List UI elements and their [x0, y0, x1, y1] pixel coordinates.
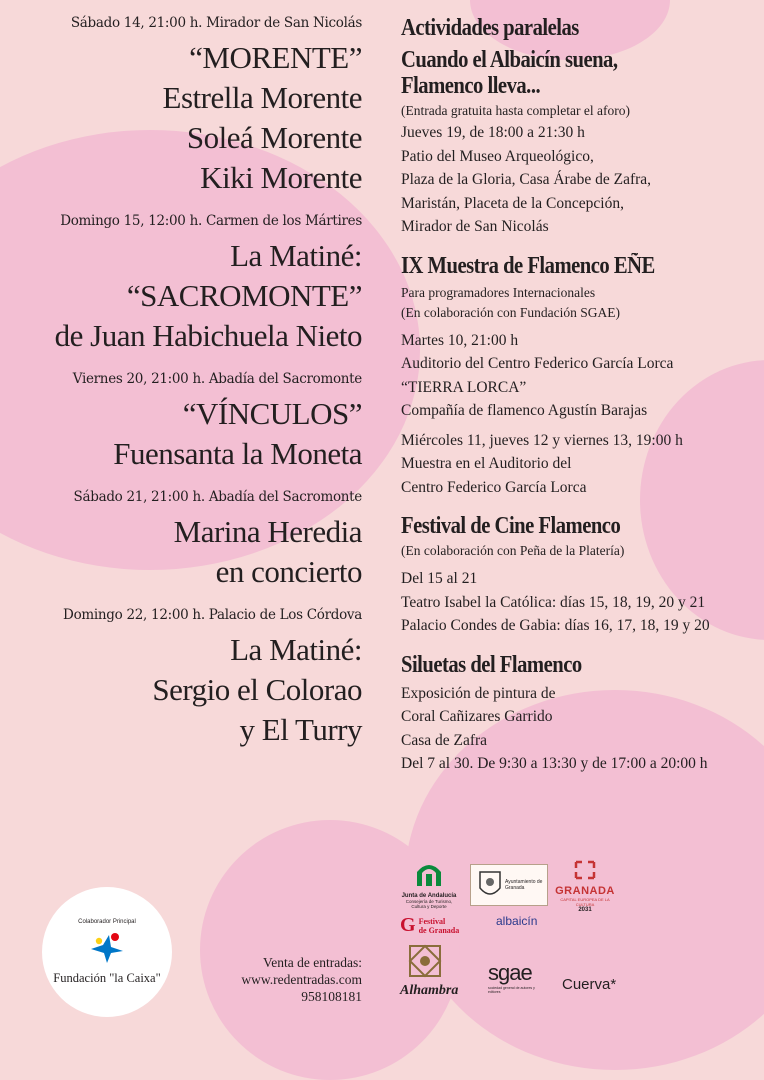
sgae-logo: sgae sociedad general de autores y editores [488, 960, 535, 994]
ticket-website-link[interactable]: www.redentradas.com [241, 972, 362, 987]
la-caixa-star-icon [87, 931, 127, 965]
sponsor-label: Colaborador Principal [78, 918, 136, 925]
albaicin-logo: albaicín [496, 914, 538, 928]
activity-line: Palacio Condes de Gabia: días 16, 17, 18, 19 y 20 [401, 617, 710, 634]
activity-line: Coral Cañizares Garrido [401, 708, 553, 725]
activity-note: (En colaboración con Peña de la Platería) [401, 543, 625, 558]
granada-2031-logo: GRANADA CAPITAL EUROPEA DE LA CULTURA 2031 [552, 860, 618, 913]
event-title-line: “MORENTE” [189, 40, 362, 75]
alhambra-pattern-icon [408, 944, 442, 978]
event-sergio-el-colorao [18, 606, 362, 750]
activity-line: “TIERRA LORCA” [401, 378, 527, 396]
event-date: Sábado 14, 21:00 h. Mirador de San Nicolás [70, 15, 362, 31]
event-date: Viernes 20, 21:00 h. Abadía del Sacromonte [72, 371, 362, 387]
parallel-activities [401, 16, 751, 776]
institution-logos [400, 856, 750, 1016]
activity-title: Siluetas del Flamenco [401, 651, 582, 678]
junta-de-andalucia-logo: Junta de Andalucía Consejería de Turismo, Cultura y Deporte [400, 860, 458, 909]
event-marina-heredia [18, 488, 362, 592]
event-sacromonte [18, 212, 362, 356]
activity-line: Del 15 al 21 [401, 570, 478, 587]
activity-line: Centro Federico García Lorca [401, 478, 587, 496]
activity-line: Muestra en el Auditorio del [401, 455, 572, 472]
event-vinculos [18, 370, 362, 474]
activity-line: Plaza de la Gloria, Casa Árabe de Zafra, [401, 171, 652, 188]
event-title-line: Fuensanta la Moneta [113, 436, 362, 471]
activity-title: Flamenco lleva... [401, 73, 541, 99]
activity-line: Teatro Isabel la Católica: días 15, 18, 19, 20 y 21 [401, 593, 706, 611]
event-title-line: Sergio el Colorao [152, 672, 362, 707]
cuerva-logo: Cuerva* [562, 976, 617, 993]
event-title-line: en concierto [215, 554, 362, 589]
activity-line: Mirador de San Nicolás [401, 218, 549, 235]
event-title-line: Soleá Morente [186, 120, 362, 155]
coat-of-arms-icon [477, 868, 503, 902]
alhambra-logo: Alhambra [400, 944, 450, 999]
activity-line: Para programadores Internacionales [401, 284, 596, 300]
event-morente [18, 14, 362, 198]
event-title-line: Estrella Morente [162, 80, 362, 115]
section-heading: Actividades paralelas [401, 15, 579, 41]
activity-title: IX Muestra de Flamenco EÑE [401, 252, 655, 279]
festival-g-icon: G [400, 914, 416, 936]
activity-line: Maristán, Placeta de la Concepción, [401, 194, 624, 212]
activity-line: Jueves 19, de 18:00 a 21:30 h [401, 124, 585, 141]
ticket-info [190, 954, 362, 1005]
activity-line: Del 7 al 30. De 9:30 a 13:30 y de 17:00 a 20:00 h [401, 755, 708, 772]
activity-line: Casa de Zafra [401, 731, 488, 749]
junta-arch-icon [414, 860, 444, 888]
sponsor-la-caixa [42, 887, 172, 1017]
event-date: Domingo 15, 12:00 h. Carmen de los Mártires [60, 213, 362, 229]
activity-note: (Entrada gratuita hasta completar el aforo) [401, 103, 631, 118]
ayuntamiento-granada-logo: Ayuntamiento de Granada [470, 864, 548, 906]
event-title-line: de Juan Habichuela Nieto [54, 318, 362, 353]
event-title-line: “VÍNCULOS” [182, 396, 362, 431]
activity-title: Festival de Cine Flamenco [401, 513, 621, 539]
event-title-line: Marina Heredia [173, 514, 362, 549]
event-title-line: Kiki Morente [200, 160, 362, 195]
sponsor-name: Fundación "la Caixa" [53, 970, 161, 985]
ticket-phone: 958108181 [301, 989, 362, 1004]
activity-line: Patio del Museo Arqueológico, [401, 147, 594, 165]
activity-line: Compañía de flamenco Agustín Barajas [401, 402, 648, 419]
main-program [18, 14, 362, 764]
activity-line: (En colaboración con Fundación SGAE) [401, 304, 620, 320]
granada-frame-icon [574, 860, 596, 880]
event-date: Domingo 22, 12:00 h. Palacio de Los Córdova [63, 607, 362, 623]
activity-line: Miércoles 11, jueves 12 y viernes 13, 19:00 h [401, 431, 683, 449]
festival-de-granada-logo: G Festival de Granada [400, 914, 460, 936]
ticket-label: Venta de entradas: [263, 955, 362, 970]
event-title-line: La Matiné: [230, 238, 362, 273]
event-date: Sábado 21, 21:00 h. Abadía del Sacromonte [73, 489, 362, 505]
event-title-line: La Matiné: [230, 632, 362, 667]
event-title-line: “SACROMONTE” [126, 278, 362, 313]
activity-line: Auditorio del Centro Federico García Lorca [401, 355, 674, 372]
activity-line: Martes 10, 21:00 h [401, 331, 519, 349]
activity-line: Exposición de pintura de [401, 684, 556, 702]
event-title-line: y El Turry [239, 712, 362, 747]
activity-title: Cuando el Albaicín suena, [401, 47, 618, 73]
